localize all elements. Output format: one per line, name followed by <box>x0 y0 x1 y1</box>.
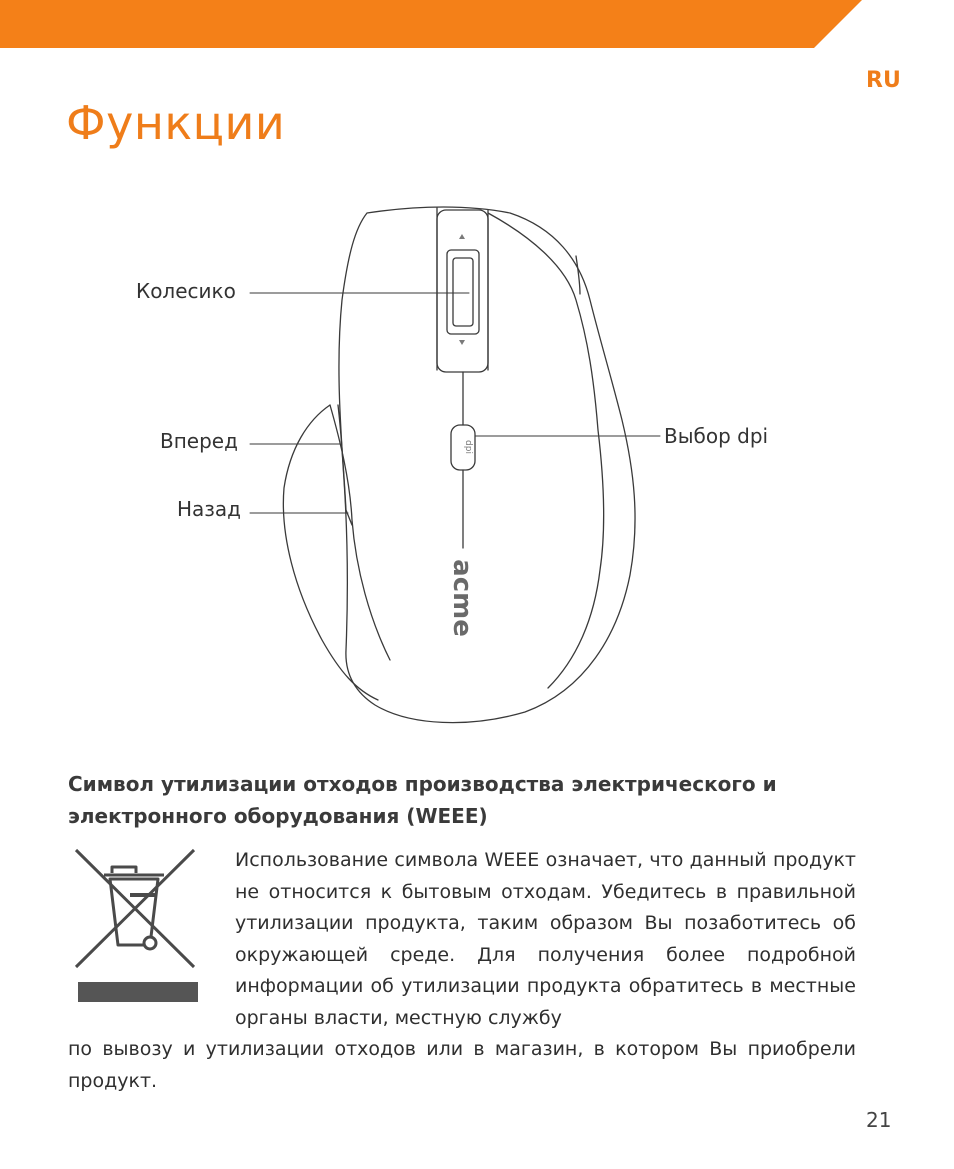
mouse-diagram <box>0 195 954 740</box>
mouse-right-side-contour <box>488 213 604 688</box>
acme-logo: acme <box>447 559 477 637</box>
scroll-wheel <box>447 250 479 334</box>
dpi-button-label: dpi <box>463 440 473 454</box>
weee-paragraph: Использование символа WEEE означает, что данный продукт не относится к бытовым отходам. Убедитесь в правильной утилизации продукта, таким образом Вы позаботитесь об окружающей среде. Для получения более подробной информации об утилизации продукта обратитесь в местные органы власти, местную службу <box>235 849 856 1029</box>
weee-paragraph-continued: по вывозу и утилизации отходов или в магазин, в котором Вы приобрели продукт. <box>68 1038 856 1092</box>
label-scroll-wheel: Колесико <box>136 279 236 303</box>
mouse-thumb-grip <box>283 405 378 700</box>
page-number: 21 <box>866 1108 892 1132</box>
page-title: Функции <box>66 96 286 150</box>
scroll-wheel-housing <box>437 210 488 372</box>
label-forward: Вперед <box>160 429 238 453</box>
label-back: Назад <box>177 497 242 521</box>
weee-heading: Символ утилизации отходов производства электрического и электронного оборудования (WEEE) <box>68 772 777 828</box>
crossed-out-wheelie-bin-icon <box>70 845 200 1005</box>
top-accent-bar <box>0 0 954 48</box>
label-dpi-select: Выбор dpi <box>664 424 769 448</box>
language-code: RU <box>866 68 901 93</box>
